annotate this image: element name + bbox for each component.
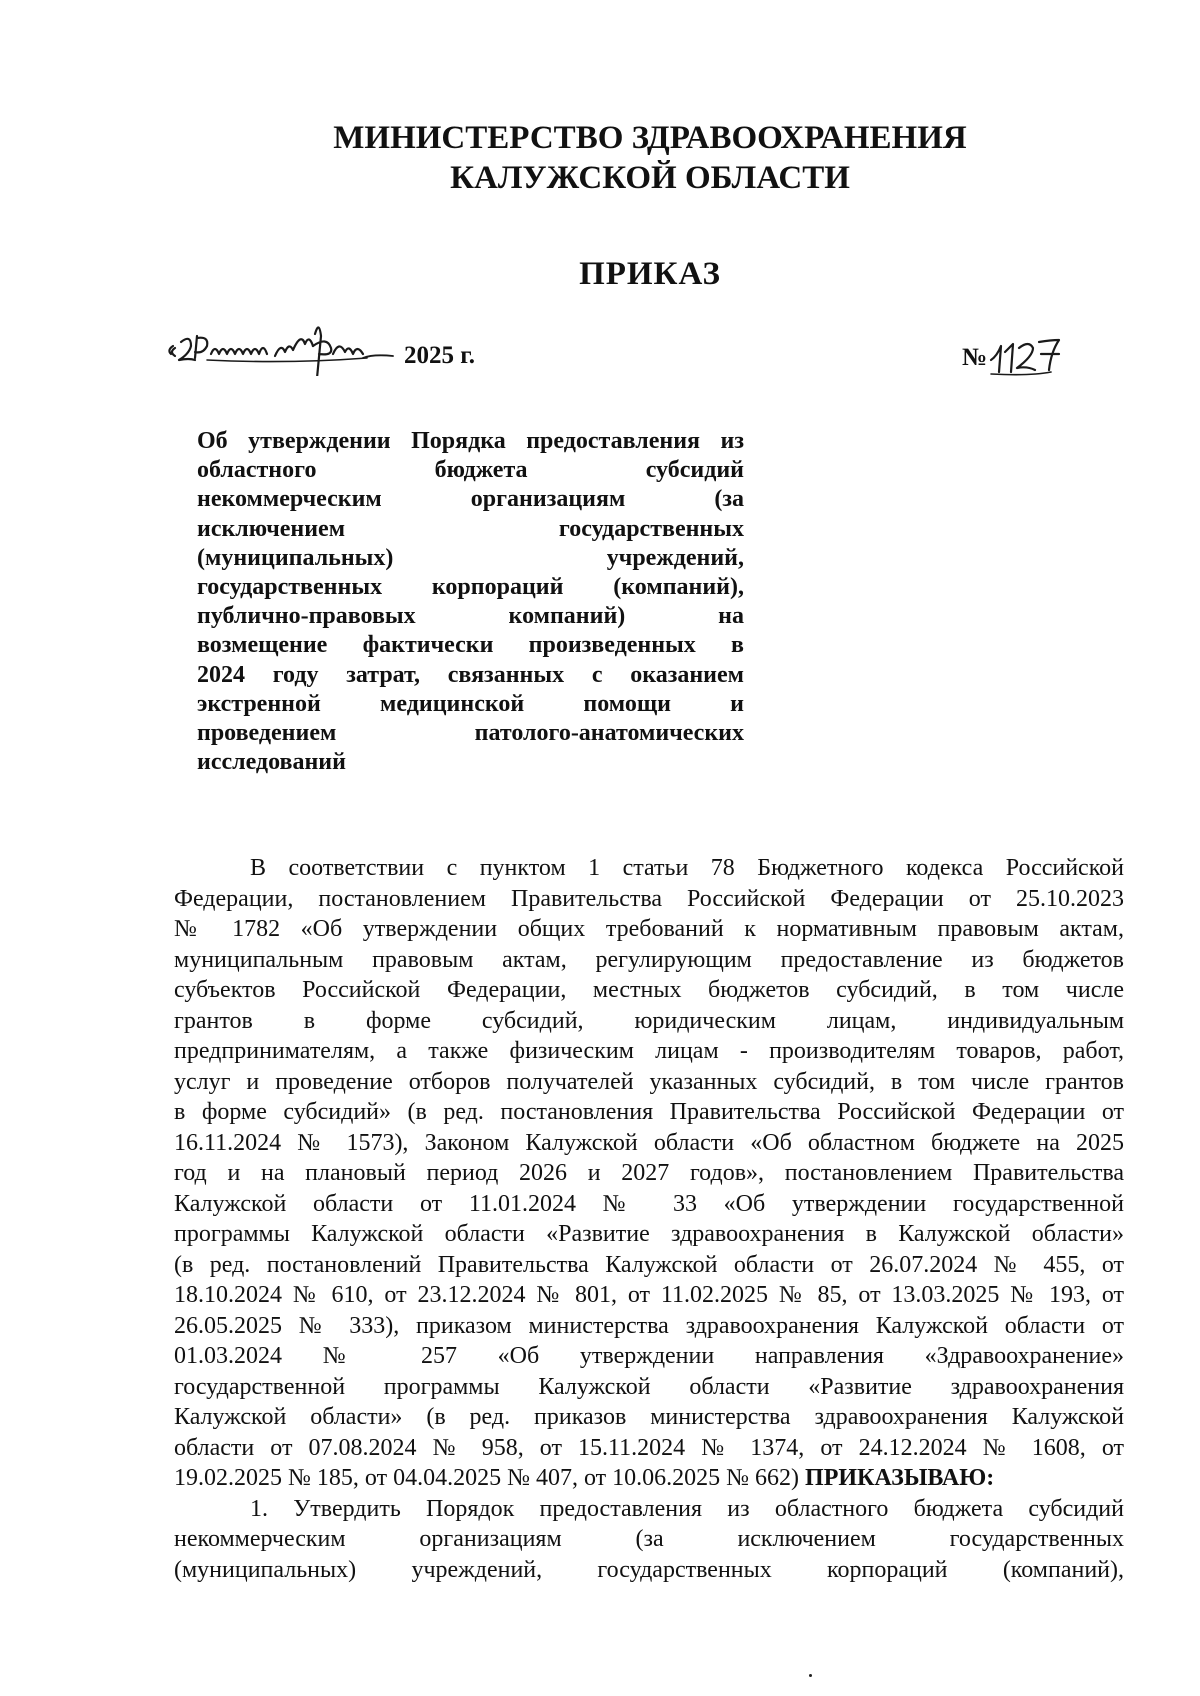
subject-line: (муниципальных) учреждений, bbox=[197, 544, 744, 571]
subject-line: исключением государственных bbox=[197, 515, 744, 542]
body-line: (в ред. постановлений Правительства Калужской области от 26.07.2024 № 455, от bbox=[174, 1251, 1124, 1278]
order-word: ПРИКАЗЫВАЮ: bbox=[805, 1465, 995, 1491]
body-line: В соответствии с пунктом 1 статьи 78 Бюджетного кодекса Российской bbox=[250, 855, 1124, 881]
ministry-name-line1: МИНИСТЕРСТВО ЗДРАВООХРАНЕНИЯ bbox=[333, 120, 967, 156]
subject-line: экстренной медицинской помощи и bbox=[197, 690, 744, 717]
date-year: 2025 г. bbox=[404, 342, 476, 369]
subject-line: некоммерческим организациям (за bbox=[197, 486, 744, 513]
subject-line: областного бюджета субсидий bbox=[197, 457, 744, 484]
body-line: программы Калужской области «Развитие здравоохранения в Калужской области» bbox=[174, 1221, 1124, 1247]
order-subject bbox=[197, 427, 744, 777]
order-body bbox=[174, 853, 1124, 1585]
body-line: Калужской области» (в ред. приказов министерства здравоохранения Калужской bbox=[174, 1404, 1124, 1430]
subject-line: исследований bbox=[197, 749, 346, 776]
item1-line: (муниципальных) учреждений, государственных корпораций (компаний), bbox=[174, 1556, 1124, 1583]
subject-line: проведением патолого-анатомических bbox=[197, 720, 744, 747]
handwritten-date-signature bbox=[167, 316, 402, 376]
order-title: ПРИКАЗ bbox=[579, 256, 721, 292]
subject-line: Об утверждении Порядка предоставления из bbox=[197, 428, 744, 454]
body-line: услуг и проведение отборов получателей указанных субсидий, в том числе грантов bbox=[174, 1068, 1124, 1095]
subject-line: государственных корпораций (компаний), bbox=[197, 574, 744, 601]
body-line: предпринимателям, а также физическим лицам - производителям товаров, работ, bbox=[174, 1038, 1124, 1064]
order-number bbox=[962, 330, 1089, 372]
handwritten-order-number bbox=[989, 330, 1089, 378]
body-line: субъектов Российской Федерации, местных бюджетов субсидий, в том числе bbox=[174, 977, 1124, 1003]
scan-speck bbox=[809, 1674, 812, 1677]
body-line: Федерации, постановлением Правительства Российской Федерации от 25.10.2023 bbox=[174, 885, 1124, 912]
body-line: 16.11.2024 № 1573), Законом Калужской области «Об областном бюджете на 2025 bbox=[174, 1129, 1124, 1156]
subject-line: публично-правовых компаний) на bbox=[197, 603, 744, 630]
body-line: 01.03.2024 № 257 «Об утверждении направления «Здравоохранение» bbox=[174, 1343, 1124, 1369]
subject-line: 2024 году затрат, связанных с оказанием bbox=[197, 661, 744, 688]
order-date bbox=[167, 320, 475, 370]
subject-line: возмещение фактически произведенных в bbox=[197, 632, 744, 659]
body-line: год и на плановый период 2026 и 2027 годов», постановлением Правительства bbox=[174, 1160, 1124, 1186]
item1-line: некоммерческим организациям (за исключением государственных bbox=[174, 1526, 1124, 1552]
body-line: области от 07.08.2024 № 958, от 15.11.2024 № 1374, от 24.12.2024 № 1608, от bbox=[174, 1434, 1124, 1461]
body-line: Калужской области от 11.01.2024 № 33 «Об утверждении государственной bbox=[174, 1190, 1124, 1217]
body-line: в форме субсидий» (в ред. постановления Правительства Российской Федерации от bbox=[174, 1099, 1124, 1125]
item1-line: 1. Утвердить Порядок предоставления из областного бюджета субсидий bbox=[250, 1495, 1124, 1522]
body-line: 18.10.2024 № 610, от 23.12.2024 № 801, от 11.02.2025 № 85, от 13.03.2025 № 193, от bbox=[174, 1282, 1124, 1308]
ministry-header bbox=[0, 118, 1200, 198]
number-sign: № bbox=[962, 344, 988, 371]
body-line-text: 19.02.2025 № 185, от 04.04.2025 № 407, от 10.06.2025 № 662) bbox=[174, 1465, 800, 1491]
body-line bbox=[174, 1463, 1124, 1494]
body-line: государственной программы Калужской области «Развитие здравоохранения bbox=[174, 1373, 1124, 1400]
ministry-name-line2: КАЛУЖСКОЙ ОБЛАСТИ bbox=[450, 160, 850, 196]
body-line: № 1782 «Об утверждении общих требований к нормативным правовым актам, bbox=[174, 916, 1124, 942]
body-line: грантов в форме субсидий, юридическим лицам, индивидуальным bbox=[174, 1007, 1124, 1034]
body-line: 26.05.2025 № 333), приказом министерства здравоохранения Калужской области от bbox=[174, 1312, 1124, 1339]
body-line: муниципальным правовым актам, регулирующим предоставление из бюджетов bbox=[174, 946, 1124, 973]
